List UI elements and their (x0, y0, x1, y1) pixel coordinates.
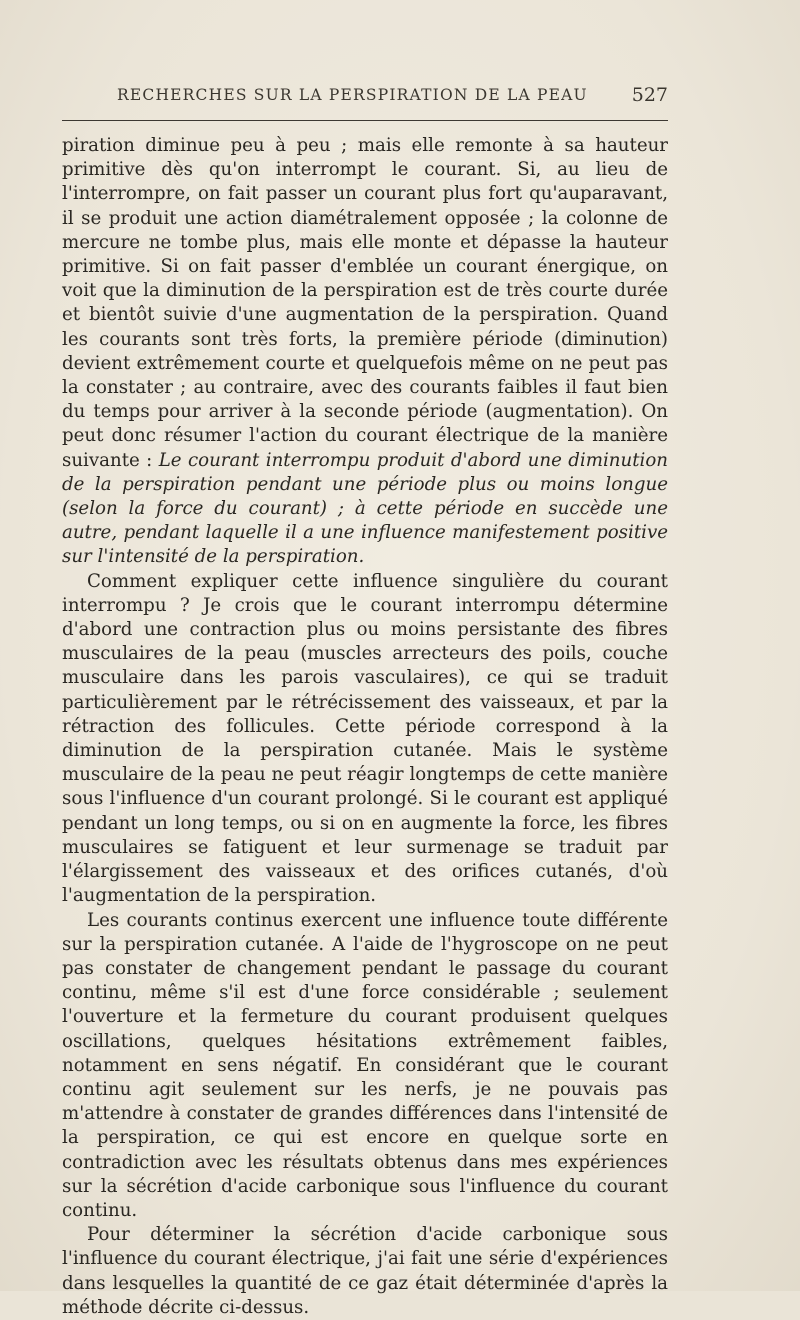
running-title: RECHERCHES SUR LA PERSPIRATION DE LA PEAU (117, 86, 588, 104)
paragraph-1-italic-summary: Le courant interrompu produit d'abord une diminution de la perspiration pendant une période plus ou moins longue (selon la force du courant) ; à cette période en succède une autre, pendant laquelle il a une influence manifestement positive sur l'intensité de la perspiration. (62, 449, 668, 568)
header-rule (62, 120, 668, 121)
paragraph-1 (62, 134, 668, 570)
page-number: 527 (631, 84, 668, 106)
paragraph-3: Les courants continus exercent une influence toute différente sur la perspiration cutanée. A l'aide de l'hygroscope on ne peut pas constater de changement pendant le passage du courant continu, même s'il est d'une force considérable ; seulement l'ouverture et la fermeture du courant produisent quelques oscillations, quelques hésitations extrêmement faibles, notamment en sens négatif. En considérant que le courant continu agit seulement sur les nerfs, je ne pouvais pas m'attendre à constater de grandes différences dans l'intensité de la perspiration, ce qui est encore en quelque sorte en contradiction avec les résultats obtenus dans mes expériences sur la sécrétion d'acide carbonique sous l'influence du courant continu. (62, 909, 668, 1221)
body-text (62, 134, 668, 1320)
paragraph-1-text: piration diminue peu à peu ; mais elle remonte à sa hauteur primitive dès qu'on interrompt le courant. Si, au lieu de l'interrompre, on fait passer un courant plus fort qu'auparavant, il se produit une action diamétralement opposée ; la colonne de mercure ne tombe plus, mais elle monte et dépasse la hauteur primitive. Si on fait passer d'emblée un courant énergique, on voit que la diminution de la perspiration est de très courte durée et bientôt suivie d'une augmentation de la perspiration. Quand les courants sont très forts, la première période (diminution) devient extrêmement courte et quelquefois même on ne peut pas la constater ; au contraire, avec des courants faibles il faut bien du temps pour arriver à la seconde période (augmentation). On peut donc résumer l'action du courant électrique de la manière suivante : (62, 135, 668, 471)
paragraph-2: Comment expliquer cette influence singulière du courant interrompu ? Je crois que le courant interrompu détermine d'abord une contraction plus ou moins persistante des fibres musculaires de la peau (muscles arrecteurs des poils, couche musculaire dans les parois vasculaires), ce qui se traduit particulièrement par le rétrécissement des vaisseaux, et par la rétraction des follicules. Cette période correspond à la diminution de la perspiration cutanée. Mais le système musculaire de la peau ne peut réagir longtemps de cette manière sous l'influence d'un courant prolongé. Si le courant est appliqué pendant un long temps, ou si on en augmente la force, les fibres musculaires se fatiguent et leur surmenage se traduit par l'élargissement des vaisseaux et des orifices cutanés, d'où l'augmentation de la perspiration. (62, 570, 668, 907)
paragraph-4: Pour déterminer la sécrétion d'acide carbonique sous l'influence du courant électrique, j'ai fait une série d'expériences dans lesquelles la quantité de ce gaz était déterminée d'après la méthode décrite ci-dessus. (62, 1224, 668, 1318)
page-header (62, 86, 668, 110)
